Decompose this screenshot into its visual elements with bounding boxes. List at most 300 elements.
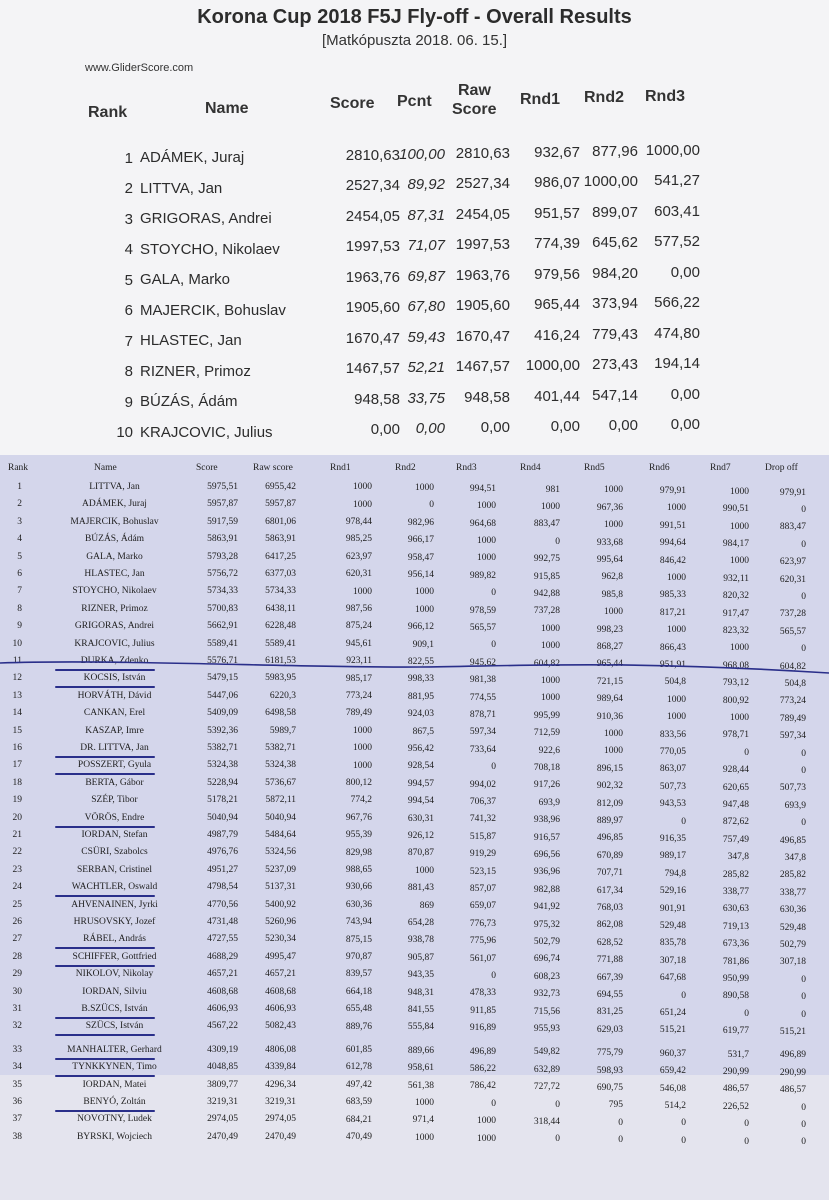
- overall-cell-score: 5447,06: [207, 690, 238, 701]
- overall-cell-rnd4: 318,44: [533, 1116, 560, 1127]
- overall-row: [0, 691, 829, 707]
- overall-cell-rnd3: 945,62: [469, 657, 496, 668]
- overall-cell-rnd6: 647,68: [659, 973, 686, 984]
- overall-cell-rnd6: 529,48: [659, 921, 686, 932]
- overall-cell-score: 5178,21: [207, 795, 238, 806]
- overall-cell-name: SCHIFFER, Gottfried: [72, 951, 157, 962]
- flyoff-cell-rnd2: 1000,00: [583, 173, 638, 191]
- overall-cell-rnd3: 1000: [477, 501, 496, 512]
- overall-cell-rnd3: 597,34: [469, 727, 496, 738]
- overall-row: [0, 1080, 829, 1096]
- flyoff-cell-rnd1: 979,56: [534, 265, 580, 283]
- overall-cell-rnd5: 1000: [604, 746, 623, 757]
- overall-cell-rnd5: 694,55: [596, 989, 623, 1000]
- overall-cell-rnd3: 878,71: [469, 709, 496, 720]
- flyoff-cell-pcnt: 100,00: [399, 145, 445, 163]
- overall-cell-raw: 5040,94: [265, 812, 296, 823]
- overall-cell-rnd4: 1000: [541, 501, 560, 512]
- overall-cell-rank: 29: [12, 969, 22, 980]
- overall-row: [0, 1097, 829, 1113]
- overall-cell-rnd4: 0: [555, 1099, 560, 1110]
- overall-header-rnd7: Rnd7: [710, 463, 731, 473]
- overall-cell-score: 5975,51: [207, 482, 238, 492]
- flyoff-cell-pcnt: 0,00: [415, 420, 445, 438]
- overall-header-score: Score: [196, 463, 218, 473]
- overall-cell-rnd6: 659,42: [659, 1066, 686, 1077]
- overall-cell-rnd6: 846,42: [659, 555, 686, 566]
- overall-cell-name: VÖRÖS, Endre: [84, 812, 145, 823]
- overall-cell-rnd3: 733,64: [469, 744, 496, 755]
- overall-cell-rnd5: 862,08: [596, 920, 623, 931]
- overall-row: [0, 934, 829, 950]
- overall-cell-name: NIKOLOV, Nikolay: [75, 969, 154, 980]
- overall-cell-rnd1: 829,98: [345, 847, 372, 858]
- overall-cell-name: POSSZERT, Gyula: [77, 760, 152, 771]
- flyoff-cell-rnd2: 877,96: [592, 142, 638, 160]
- overall-cell-name: STOYCHO, Nikolaev: [72, 586, 157, 597]
- pen-underline: [55, 947, 155, 949]
- overall-row: [0, 917, 829, 933]
- flyoff-cell-rnd3: 566,22: [654, 294, 700, 312]
- overall-cell-rnd3: 706,37: [469, 796, 496, 807]
- overall-cell-rnd5: 812,09: [596, 798, 623, 809]
- flyoff-cell-rank: 3: [124, 210, 133, 228]
- overall-cell-rnd3: 741,32: [469, 814, 496, 825]
- flyoff-cell-rank: 8: [124, 363, 133, 381]
- overall-cell-rnd5: 1000: [604, 728, 623, 739]
- overall-cell-raw: 4657,21: [265, 969, 296, 980]
- overall-cell-rank: 33: [12, 1044, 22, 1055]
- overall-cell-rnd3: 0: [491, 762, 496, 773]
- overall-cell-rnd6: 1000: [667, 503, 686, 514]
- overall-cell-rnd3: 989,82: [469, 570, 496, 581]
- overall-cell-rnd7: 486,57: [722, 1084, 749, 1095]
- overall-cell-rnd6: 866,43: [659, 642, 686, 653]
- overall-cell-rnd6: 833,56: [659, 729, 686, 740]
- overall-cell-rnd2: 561,38: [407, 1080, 434, 1091]
- overall-cell-raw: 5260,96: [265, 917, 296, 927]
- overall-cell-rnd1: 970,87: [345, 952, 372, 963]
- overall-cell-rnd3: 916,89: [469, 1023, 496, 1034]
- overall-cell-rnd1: 985,25: [345, 534, 372, 545]
- flyoff-cell-rnd3: 541,27: [654, 172, 700, 190]
- overall-cell-rnd4: 981: [545, 484, 560, 495]
- overall-row: [0, 482, 829, 498]
- overall-cell-rnd5: 0: [618, 1135, 623, 1146]
- flyoff-cell-score: 2527,34: [345, 177, 400, 195]
- overall-cell-rank: 32: [12, 1021, 22, 1032]
- overall-row: [0, 639, 829, 655]
- header-pcnt: Pcnt: [397, 93, 432, 110]
- header-name: Name: [205, 100, 249, 117]
- flyoff-cell-score: 1905,60: [345, 299, 400, 317]
- overall-cell-rnd1: 664,18: [345, 986, 372, 997]
- overall-cell-rnd2: 928,54: [407, 761, 434, 772]
- overall-cell-rnd5: 1000: [604, 485, 623, 496]
- flyoff-cell-rnd3: 474,80: [654, 324, 700, 342]
- overall-cell-rnd5: 962,8: [601, 572, 623, 583]
- flyoff-cell-name: LITTVA, Jan: [140, 179, 223, 197]
- overall-cell-rnd7: 0: [744, 747, 749, 758]
- flyoff-cell-rnd1: 774,39: [534, 235, 580, 253]
- overall-cell-rnd3: 919,29: [469, 849, 496, 860]
- overall-cell-rnd6: 0: [681, 1118, 686, 1129]
- overall-cell-drop: 507,73: [779, 783, 806, 794]
- overall-cell-raw: 6498,58: [265, 708, 296, 719]
- overall-cell-rnd6: 901,91: [659, 903, 686, 914]
- overall-cell-score: 3809,77: [207, 1079, 238, 1090]
- overall-cell-rnd4: 1000: [541, 675, 560, 686]
- flyoff-cell-rnd2: 645,62: [592, 234, 638, 252]
- overall-cell-rnd7: 932,11: [723, 573, 749, 584]
- overall-cell-rank: 36: [12, 1097, 22, 1107]
- overall-cell-rnd5: 896,15: [596, 763, 623, 774]
- overall-cell-score: 4731,48: [207, 917, 238, 927]
- overall-cell-name: BÚZÁS, Ádám: [84, 534, 145, 545]
- overall-cell-name: HLASTEC, Jan: [84, 569, 145, 579]
- flyoff-cell-rank: 9: [124, 393, 133, 411]
- overall-cell-rnd2: 924,03: [407, 709, 434, 720]
- overall-cell-rnd2: 555,84: [407, 1022, 434, 1033]
- overall-cell-rnd7: 338,77: [722, 887, 749, 898]
- overall-cell-rnd4: 917,26: [533, 780, 560, 791]
- overall-cell-rnd2: 966,12: [407, 622, 434, 633]
- flyoff-row: [0, 294, 829, 324]
- overall-cell-rnd4: 0: [555, 1134, 560, 1145]
- overall-cell-rnd6: 1000: [667, 712, 686, 723]
- overall-cell-rnd6: 960,37: [659, 1048, 686, 1059]
- overall-cell-rnd1: 875,15: [345, 934, 372, 945]
- overall-cell-rnd6: 794,8: [664, 868, 686, 879]
- overall-cell-drop: 0: [801, 504, 806, 515]
- overall-cell-rank: 38: [12, 1131, 22, 1142]
- overall-cell-drop: 789,49: [779, 713, 806, 724]
- overall-cell-rnd1: 967,76: [345, 812, 372, 823]
- overall-cell-rnd2: 822,55: [407, 657, 434, 668]
- overall-cell-rank: 24: [12, 882, 22, 893]
- overall-cell-drop: 496,89: [779, 1050, 806, 1061]
- overall-cell-rnd7: 950,99: [722, 974, 749, 985]
- flyoff-cell-name: GALA, Marko: [140, 271, 231, 289]
- overall-cell-rnd3: 964,68: [469, 518, 496, 529]
- overall-header-rank: Rank: [8, 463, 29, 473]
- overall-cell-rnd7: 781,86: [722, 956, 749, 967]
- overall-cell-rnd3: 586,22: [469, 1063, 496, 1074]
- overall-cell-rnd7: 793,12: [722, 678, 749, 689]
- pen-underline: [55, 669, 155, 671]
- overall-sheet: [0, 455, 829, 1200]
- overall-cell-drop: 693,9: [784, 800, 806, 811]
- overall-cell-name: CSÜRI, Szabolcs: [81, 847, 148, 858]
- pen-underline: [55, 895, 155, 897]
- overall-cell-rnd1: 985,17: [345, 673, 372, 684]
- overall-cell-drop: 883,47: [779, 522, 806, 533]
- overall-cell-name: GALA, Marko: [86, 551, 143, 562]
- overall-cell-name: AHVENAINEN, Jyrki: [71, 899, 158, 910]
- overall-cell-score: 5576,71: [207, 656, 238, 666]
- overall-cell-rnd6: 863,07: [659, 764, 686, 775]
- overall-cell-rnd4: 995,99: [533, 710, 560, 721]
- site-label: www.GliderScore.com: [85, 62, 194, 74]
- overall-cell-drop: 773,24: [779, 696, 806, 707]
- overall-row: [0, 726, 829, 742]
- overall-cell-drop: 979,91: [779, 487, 806, 498]
- overall-header-drop: Drop off: [765, 463, 798, 473]
- flyoff-cell-name: BÚZÁS, Ádám: [140, 393, 238, 411]
- overall-cell-rank: 15: [12, 725, 22, 736]
- overall-row: [0, 865, 829, 881]
- flyoff-cell-score: 1670,47: [345, 329, 400, 347]
- overall-cell-rank: 28: [12, 951, 22, 962]
- overall-cell-rnd2: 630,31: [407, 813, 434, 824]
- flyoff-cell-name: MAJERCIK, Bohuslav: [140, 301, 286, 319]
- overall-cell-raw: 5382,71: [265, 743, 296, 753]
- flyoff-cell-pcnt: 89,92: [407, 176, 445, 194]
- flyoff-cell-pcnt: 71,07: [407, 237, 445, 255]
- overall-cell-rank: 2: [17, 499, 22, 510]
- header-rnd2: Rnd2: [584, 89, 624, 106]
- flyoff-cell-pcnt: 67,80: [407, 298, 445, 316]
- overall-cell-rnd4: 727,72: [533, 1082, 560, 1093]
- overall-cell-raw: 6228,48: [265, 621, 296, 632]
- overall-row: [0, 847, 829, 863]
- overall-cell-rank: 8: [17, 603, 22, 614]
- overall-row: [0, 952, 829, 968]
- overall-cell-drop: 502,79: [779, 939, 806, 950]
- overall-cell-raw: 5400,92: [265, 899, 296, 910]
- overall-cell-raw: 4995,47: [265, 951, 296, 962]
- overall-cell-rnd5: 1000: [604, 607, 623, 618]
- pen-underline: [55, 1017, 155, 1019]
- overall-cell-rnd1: 839,57: [345, 969, 372, 980]
- overall-cell-rnd6: 770,05: [659, 747, 686, 758]
- overall-cell-drop: 565,57: [779, 626, 806, 637]
- overall-cell-score: 4798,54: [207, 882, 238, 893]
- flyoff-cell-rnd2: 899,07: [592, 203, 638, 221]
- overall-cell-rnd2: 869: [419, 900, 434, 911]
- overall-row: [0, 1132, 829, 1148]
- overall-cell-rnd2: 881,43: [407, 883, 434, 894]
- overall-cell-rnd6: 835,78: [659, 938, 686, 949]
- overall-cell-rnd3: 478,33: [469, 988, 496, 999]
- overall-cell-score: 5040,94: [207, 812, 238, 823]
- overall-cell-rnd1: 1000: [353, 760, 372, 771]
- overall-cell-drop: 529,48: [779, 922, 806, 933]
- flyoff-cell-name: ADÁMEK, Juraj: [140, 149, 245, 167]
- overall-cell-rnd3: 786,42: [469, 1081, 496, 1092]
- overall-row: [0, 778, 829, 794]
- overall-cell-rnd6: 1000: [667, 573, 686, 584]
- overall-cell-rnd7: 978,71: [722, 730, 749, 741]
- overall-cell-rank: 13: [12, 690, 22, 701]
- overall-cell-rnd7: 0: [744, 1136, 749, 1147]
- overall-cell-raw: 4339,84: [265, 1062, 296, 1073]
- overall-cell-rnd7: 890,58: [722, 991, 749, 1002]
- overall-cell-rnd3: 857,07: [469, 883, 496, 894]
- overall-cell-rnd3: 981,38: [469, 675, 496, 686]
- overall-cell-rnd6: 817,21: [659, 607, 686, 618]
- flyoff-cell-raw: 948,58: [464, 388, 510, 406]
- overall-cell-raw: 5736,67: [265, 777, 296, 788]
- overall-cell-drop: 0: [801, 644, 806, 655]
- overall-cell-rnd7: 285,82: [722, 869, 749, 880]
- overall-row: [0, 569, 829, 585]
- overall-cell-name: MAJERCIK, Bohuslav: [70, 516, 159, 527]
- overall-cell-rnd2: 1000: [415, 483, 434, 494]
- overall-cell-drop: 0: [801, 974, 806, 985]
- flyoff-cell-rank: 6: [124, 302, 133, 320]
- overall-row: [0, 1004, 829, 1020]
- overall-header-rnd4: Rnd4: [520, 463, 541, 473]
- header-rnd3: Rnd3: [645, 88, 685, 105]
- overall-cell-rnd4: 708,18: [533, 762, 560, 773]
- overall-cell-drop: 0: [801, 1137, 806, 1148]
- overall-cell-drop: 347,8: [784, 852, 806, 863]
- flyoff-cell-rank: 5: [124, 271, 133, 289]
- overall-row: [0, 813, 829, 829]
- flyoff-cell-name: HLASTEC, Jan: [140, 332, 242, 350]
- overall-cell-drop: 496,85: [779, 835, 806, 846]
- overall-cell-raw: 4608,68: [265, 986, 296, 997]
- overall-cell-rnd7: 531,7: [727, 1049, 749, 1060]
- overall-cell-rnd2: 1000: [415, 1132, 434, 1143]
- overall-row: [0, 656, 829, 672]
- overall-cell-rank: 31: [12, 1004, 22, 1014]
- overall-cell-score: 5700,83: [207, 603, 238, 614]
- overall-row: [0, 1062, 829, 1078]
- overall-cell-score: 4657,21: [207, 969, 238, 980]
- flyoff-cell-rank: 1: [124, 149, 133, 167]
- overall-cell-rnd1: 620,31: [345, 569, 372, 580]
- overall-cell-rnd5: 910,36: [596, 711, 623, 722]
- overall-cell-rnd3: 774,55: [469, 692, 496, 703]
- flyoff-cell-pcnt: 69,87: [407, 267, 445, 285]
- overall-header-rnd2: Rnd2: [395, 463, 416, 473]
- overall-cell-name: IORDAN, Matei: [82, 1079, 147, 1090]
- overall-cell-rnd3: 1000: [477, 1133, 496, 1144]
- overall-cell-rnd6: 0: [681, 1135, 686, 1146]
- overall-cell-rnd4: 941,92: [533, 902, 560, 913]
- overall-cell-rank: 11: [12, 656, 22, 666]
- overall-cell-rnd6: 307,18: [659, 955, 686, 966]
- overall-cell-drop: 0: [801, 1009, 806, 1020]
- overall-cell-rnd6: 985,33: [659, 590, 686, 601]
- overall-cell-rank: 12: [12, 673, 22, 684]
- overall-cell-rnd7: 226,52: [722, 1101, 749, 1112]
- overall-cell-score: 4976,76: [207, 847, 238, 858]
- overall-row: [0, 1114, 829, 1130]
- overall-cell-rnd3: 523,15: [469, 866, 496, 877]
- overall-cell-drop: 737,28: [779, 609, 806, 620]
- overall-cell-rnd1: 875,24: [345, 621, 372, 632]
- overall-cell-rank: 4: [17, 534, 22, 545]
- overall-header-rnd1: Rnd1: [330, 463, 351, 473]
- overall-cell-rnd6: 979,91: [659, 486, 686, 497]
- overall-cell-rnd2: 0: [429, 500, 434, 511]
- overall-cell-raw: 6955,42: [265, 482, 296, 492]
- overall-cell-raw: 5863,91: [265, 534, 296, 545]
- overall-cell-rnd6: 546,08: [659, 1083, 686, 1094]
- flyoff-row: [0, 233, 829, 263]
- overall-cell-rnd5: 998,23: [596, 624, 623, 635]
- overall-cell-rnd2: 1000: [415, 587, 434, 598]
- overall-cell-rnd4: 696,74: [533, 954, 560, 965]
- overall-cell-rnd4: 932,73: [533, 989, 560, 1000]
- overall-cell-name: IORDAN, Stefan: [81, 830, 148, 840]
- overall-cell-rnd6: 514,2: [664, 1101, 686, 1112]
- overall-cell-rnd5: 995,64: [596, 554, 623, 565]
- overall-cell-score: 5957,87: [207, 499, 238, 510]
- overall-cell-rnd1: 1000: [353, 482, 372, 493]
- overall-cell-rnd2: 881,95: [407, 691, 434, 702]
- overall-cell-rnd2: 867,5: [412, 726, 434, 737]
- flyoff-cell-raw: 0,00: [480, 419, 510, 437]
- overall-cell-rank: 7: [17, 586, 22, 597]
- overall-cell-rnd1: 930,66: [345, 882, 372, 893]
- overall-cell-score: 4987,79: [207, 830, 238, 840]
- overall-cell-name: B.SZÜCS, István: [81, 1004, 148, 1014]
- overall-cell-drop: 0: [801, 1119, 806, 1130]
- pen-underline: [55, 826, 155, 828]
- overall-cell-rnd2: 926,12: [407, 831, 434, 842]
- flyoff-cell-rnd2: 373,94: [592, 295, 638, 313]
- overall-cell-score: 4770,56: [207, 899, 238, 910]
- overall-cell-rnd6: 0: [681, 990, 686, 1001]
- overall-cell-raw: 5082,43: [265, 1021, 296, 1032]
- overall-cell-rnd2: 958,61: [407, 1063, 434, 1074]
- flyoff-cell-raw: 1905,60: [455, 297, 510, 315]
- flyoff-cell-pcnt: 59,43: [407, 328, 445, 346]
- flyoff-row: [0, 324, 829, 354]
- overall-cell-rnd3: 1000: [477, 535, 496, 546]
- overall-cell-score: 5392,36: [207, 725, 238, 736]
- overall-cell-rnd2: 909,1: [412, 639, 434, 650]
- overall-cell-rnd2: 982,96: [407, 517, 434, 528]
- overall-cell-rnd4: 737,28: [533, 606, 560, 617]
- overall-cell-rnd4: 712,59: [533, 728, 560, 739]
- overall-row: [0, 760, 829, 776]
- overall-cell-rnd7: 719,13: [722, 921, 749, 932]
- overall-row: [0, 586, 829, 602]
- overall-cell-name: BERTA, Gábor: [85, 777, 144, 788]
- overall-cell-raw: 5324,56: [265, 847, 296, 858]
- overall-cell-rnd4: 1000: [541, 623, 560, 634]
- overall-cell-rnd5: 598,93: [596, 1065, 623, 1076]
- overall-row: [0, 795, 829, 811]
- header-raw: Raw: [458, 82, 491, 99]
- overall-cell-raw: 6181,53: [265, 656, 296, 666]
- overall-cell-rnd1: 630,36: [345, 899, 372, 910]
- overall-row: [0, 499, 829, 515]
- overall-cell-name: LITTVA, Jan: [89, 482, 140, 492]
- header-rank: Rank: [88, 104, 128, 121]
- flyoff-cell-rnd3: 0,00: [670, 385, 700, 403]
- overall-cell-name: IORDAN, Silviu: [82, 986, 147, 997]
- overall-cell-rnd2: 1000: [415, 604, 434, 615]
- pen-underline: [55, 686, 155, 688]
- overall-cell-raw: 5230,34: [265, 934, 296, 945]
- overall-cell-score: 4608,68: [207, 986, 238, 997]
- overall-cell-score: 4688,29: [207, 951, 238, 962]
- overall-cell-rnd7: 290,99: [722, 1067, 749, 1078]
- overall-cell-rnd4: 604,82: [533, 658, 560, 669]
- overall-cell-rnd1: 789,49: [345, 708, 372, 719]
- overall-cell-rnd4: 942,88: [533, 588, 560, 599]
- overall-cell-score: 4951,27: [207, 864, 238, 875]
- overall-cell-rnd1: 987,56: [345, 604, 372, 615]
- pen-underline: [55, 1058, 155, 1060]
- overall-cell-rnd3: 911,85: [470, 1005, 496, 1016]
